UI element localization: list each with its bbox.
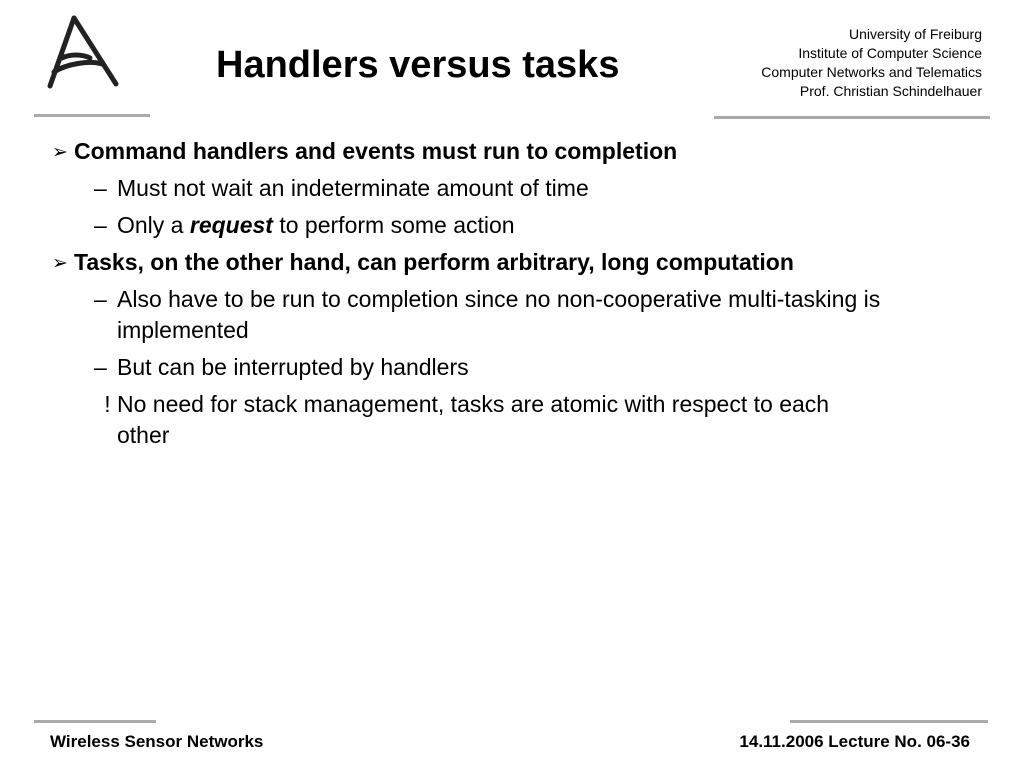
header-rule-right <box>714 116 990 119</box>
footer-lecture-info: 14.11.2006 Lecture No. 06-36 <box>739 732 970 751</box>
list-item <box>94 210 515 241</box>
dash-bullet-icon: – <box>94 212 107 238</box>
affiliation-institute: Institute of Computer Science <box>798 45 982 61</box>
list-item-text-pre: Only a <box>117 212 184 238</box>
footer-course: Wireless Sensor Networks <box>50 732 264 751</box>
list-item-text-continued: implemented <box>117 317 249 343</box>
dash-bullet-icon: – <box>94 175 107 201</box>
list-item-text: Must not wait an indeterminate amount of time <box>117 175 589 201</box>
header-rule-left <box>34 114 150 117</box>
list-item-text: Also have to be run to completion since no non-cooperative multi-tasking is <box>117 286 881 312</box>
affiliation-professor: Prof. Christian Schindelhauer <box>799 83 982 99</box>
arrow-bullet-icon: ➢ <box>52 142 68 163</box>
list-item-text: No need for stack management, tasks are atomic with respect to each <box>117 391 830 417</box>
list-item <box>98 389 829 451</box>
arrow-bullet-icon: ➢ <box>52 253 68 274</box>
affiliation-university: University of Freiburg <box>848 26 982 42</box>
dash-bullet-icon: – <box>94 286 107 312</box>
affiliation-department: Computer Networks and Telematics <box>761 64 982 80</box>
dash-bullet-icon: – <box>94 354 107 380</box>
list-item-text-post: to perform some action <box>279 212 515 238</box>
exclamation-bullet-icon: ! <box>104 391 111 417</box>
list-item-text: Tasks, on the other hand, can perform arbitrary, long computation <box>74 249 794 275</box>
list-item <box>94 352 469 383</box>
footer-rule-right <box>790 720 988 723</box>
list-item <box>52 136 677 168</box>
slide-title: Handlers versus tasks <box>216 44 620 86</box>
list-item-text-continued: other <box>117 422 170 448</box>
footer-rule-left <box>34 720 156 723</box>
affiliation-block <box>761 25 982 101</box>
emphasized-word: request <box>189 212 273 238</box>
list-item <box>52 247 794 279</box>
list-item <box>94 173 589 204</box>
list-item-text: But can be interrupted by handlers <box>117 354 469 380</box>
list-item <box>94 284 880 346</box>
university-logo-icon <box>40 14 124 94</box>
list-item-text: Command handlers and events must run to completion <box>74 138 678 164</box>
